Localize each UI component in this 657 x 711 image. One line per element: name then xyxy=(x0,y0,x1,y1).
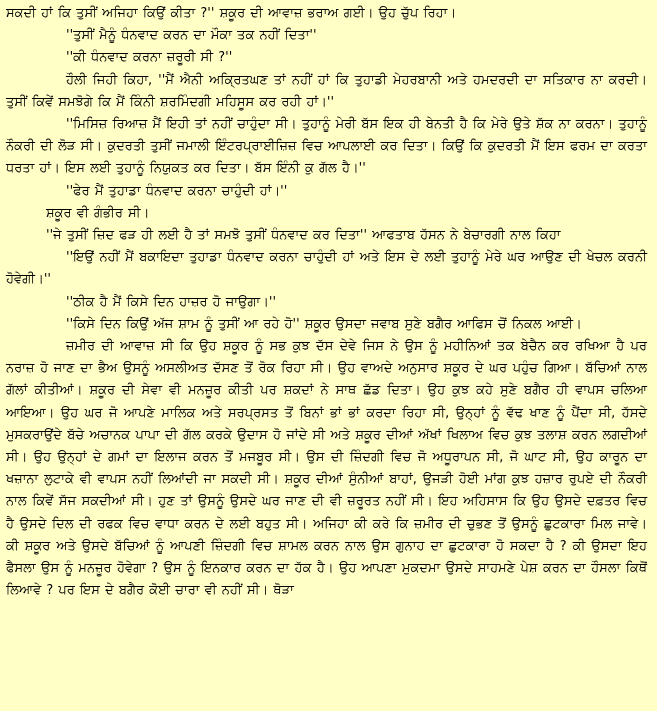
paragraph-6: ''ਫੇਰ ਮੈਂ ਤੁਹਾਡਾ ਧੰਨਵਾਦ ਕਰਨਾ ਚਾਹੁੰਦੀ ਹਾਂ।'' xyxy=(66,183,288,199)
paragraph-5: ''ਮਿਸਿਜ਼ ਰਿਆਜ਼ ਮੈਂ ਇਹੀ ਤਾਂ ਨਹੀਂ ਚਾਹੁੰਦਾ ਸੀ। ਤੁਹਾਨੂੰ ਮੇਰੀ ਬੱਸ ਇਕ ਹੀ ਬੇਨਤੀ ਹੈ ਕਿ ਮੇਰੇ ਉਤੇ ਸ਼ੱਕ ਨਾ ਕਰਨਾ। ਤੁਹਾਨੂੰ ਨੌਕਰੀ ਦੀ ਲੋੜ ਸੀ। ਕੁਦਰਤੀ ਤੁਸੀਂ ਜਮਾਲੀ ਇੰਟਰਪ੍ਰਾਈਜ਼ਿਜ਼ ਵਿਚ ਆਪਲਾਈ ਕਰ ਦਿਤਾ। ਕਿਉਂ ਕਿ ਕੁਦਰਤੀ ਮੈਂ ਇਸ ਫਰਮ ਦਾ ਕਰਤਾ ਧਰਤਾ ਹਾਂ। ਇਸ ਲਈ ਤੁਹਾਨੂੰ ਨਿਯੁਕਤ ਕਰ ਦਿਤਾ। ਬੱਸ ਇੰਨੀ ਕੁ ਗੱਲ ਹੈ।'' xyxy=(6,117,647,177)
paragraph-7: ਸ਼ਕੂਰ ਵੀ ਗੰਭੀਰ ਸੀ। xyxy=(46,205,150,221)
paragraph-10: ''ਠੀਕ ਹੈ ਮੈਂ ਕਿਸੇ ਦਿਨ ਹਾਜ਼ਰ ਹੋ ਜਾਉਗਾ।'' xyxy=(66,294,277,310)
paragraph-8: ''ਜੇ ਤੁਸੀਂ ਜ਼ਿਦ ਫੜ ਹੀ ਲਈ ਹੈ ਤਾਂ ਸਮਝੋ ਤੁਸੀਂ ਧੰਨਵਾਦ ਕਰ ਦਿਤਾ'' ਆਫਤਾਬ ਹੱਸਨ ਨੇ ਬੇਚਾਰਗੀ ਨਾਲ ਕਿਹਾ xyxy=(46,228,561,244)
paragraph-4: ਹੌਲੀ ਜਿਹੀ ਕਿਹਾ, ''ਮੈਂ ਐਨੀ ਅਕ੍ਰਿਤਘਣ ਤਾਂ ਨਹੀਂ ਹਾਂ ਕਿ ਤੁਹਾਡੀ ਮੇਹਰਬਾਨੀ ਅਤੇ ਹਮਦਰਦੀ ਦਾ ਸਤਿਕਾਰ ਨਾ ਕਰਦੀ। ਤੁਸੀਂ ਕਿਵੇਂ ਸਮਝੋਗੇ ਕਿ ਮੈਂ ਕਿੰਨੀ ਸ਼ਰਮਿੰਦਗੀ ਮਹਿਸੂਸ ਕਰ ਰਹੀ ਹਾਂ।'' xyxy=(6,72,647,110)
paragraph-9: ''ਇਉਂ ਨਹੀਂ ਮੈਂ ਬਕਾਇਦਾ ਤੁਹਾਡਾ ਧੰਨਵਾਦ ਕਰਨਾ ਚਾਹੁੰਦੀ ਹਾਂ ਅਤੇ ਇਸ ਦੇ ਲਈ ਤੁਹਾਨੂੰ ਮੇਰੇ ਘਰ ਆਉਣ ਦੀ ਖੇਚਲ ਕਰਨੀ ਹੋਵੇਗੀ।'' xyxy=(6,250,647,288)
paragraph-1: ਸਕਦੀ ਹਾਂ ਕਿ ਤੁਸੀਂ ਅਜਿਹਾ ਕਿਉਂ ਕੀਤਾ ?'' ਸ਼ਕੂਰ ਦੀ ਆਵਾਜ਼ ਭਰਾਅ ਗਈ। ਉਹ ਚੁੱਪ ਰਿਹਾ। xyxy=(6,6,457,21)
paragraph-11: ''ਕਿਸੇ ਦਿਨ ਕਿਉਂ ਅੱਜ ਸ਼ਾਮ ਨੂੰ ਤੁਸੀਂ ਆ ਰਹੇ ਹੋ'' ਸ਼ਕੂਰ ਉਸਦਾ ਜਵਾਬ ਸੁਣੇ ਬਗੈਰ ਆਫਿਸ ਚੋਂ ਨਿਕਲ ਆਈ। xyxy=(66,316,582,332)
paragraph-2: ''ਤੁਸੀਂ ਮੈਨੂੰ ਧੰਨਵਾਦ ਕਰਨ ਦਾ ਮੌਕਾ ਤਕ ਨਹੀਂ ਦਿਤਾ'' xyxy=(66,28,317,44)
paragraph-3: ''ਕੀ ਧੰਨਵਾਦ ਕਰਨਾ ਜ਼ਰੂਰੀ ਸੀ ?'' xyxy=(66,50,233,66)
paragraph-12: ਜ਼ਮੀਰ ਦੀ ਆਵਾਜ਼ ਸੀ ਕਿ ਉਹ ਸ਼ਕੂਰ ਨੂੰ ਸਭ ਕੁਝ ਦੱਸ ਦੇਵੇ ਜਿਸ ਨੇ ਉਸ ਨੂੰ ਮਹੀਨਿਆਂ ਤਕ ਬੇਚੈਨ ਕਰ ਰਖਿਆ ਹੈ ਪਰ ਨਰਾਜ਼ ਹੋ ਜਾਣ ਦਾ ਭੈਅ ਉਸਨੂੰ ਅਸਲੀਅਤ ਦੱਸਣ ਤੋਂ ਰੋਕ ਰਿਹਾ ਸੀ। ਉਹ ਵਾਅਦੇ ਅਨੁਸਾਰ ਸ਼ਕੂਰ ਦੇ ਘਰ ਪਹੁੰਚ ਗਿਆ। ਬੱਚਿਆਂ ਨਾਲ ਗੱਲਾਂ ਕੀਤੀਆਂ। ਸ਼ਕੂਰ ਦੀ ਸੇਵਾ ਵੀ ਮਨਜ਼ੂਰ ਕੀਤੀ ਪਰ ਸ਼ਕਦਾਂ ਨੇ ਸਾਥ ਛੱਡ ਦਿਤਾ। ਉਹ ਕੁਝ ਕਹੇ ਸੁਣੇ ਬਗੈਰ ਹੀ ਵਾਪਸ ਚਲਿਆ ਆਇਆ। ਉਹ ਘਰ ਜੋ ਆਪਣੇ ਮਾਲਿਕ ਅਤੇ ਸਰਪ੍ਰਸਤ ਤੋਂ ਬਿਨਾਂ ਭਾਂ ਭਾਂ ਕਰਦਾ ਰਿਹਾ ਸੀ, ਉਨ੍ਹਾਂ ਨੂੰ ਵੱਢ ਖਾਣ ਨੂੰ ਪੈਂਦਾ ਸੀ, ਹੱਸਦੇ ਮੁਸਕਰਾਉਂਦੇ ਬੱਚੇ ਅਚਾਨਕ ਪਾਪਾ ਦੀ ਗੱਲ ਕਰਕੇ ਉਦਾਸ ਹੋ ਜਾਂਦੇ ਸੀ ਅਤੇ ਸ਼ਕੂਰ ਦੀਆਂ ਅੱਖਾਂ ਖਿਲਾਅ ਵਿਚ ਕੁਝ ਤਲਾਸ਼ ਕਰਨ ਲਗਦੀਆਂ ਸੀ। ਉਹ ਉਨ੍ਹਾਂ ਦੇ ਗਮਾਂ ਦਾ ਇਲਾਜ ਕਰਨ ਤੋਂ ਮਜਬੂਰ ਸੀ। ਉਸ ਦੀ ਜ਼ਿੰਦਗੀ ਵਿਚ ਜੋ ਅਧੂਰਾਪਨ ਸੀ, ਜੋ ਘਾਟ ਸੀ, ਉਹ ਕਾਰੂਨ ਦਾ ਖਜ਼ਾਨਾ ਲੁਟਾਕੇ ਵੀ ਵਾਪਸ ਨਹੀਂ ਲਿਆਂਦੀ ਜਾ ਸਕਦੀ ਸੀ। ਸ਼ਕੂਰ ਦੀਆਂ ਸੁੰਨੀਆਂ ਬਾਹਾਂ, ਉਜੜੀ ਹੋਈ ਮਾਂਗ ਕੁਝ ਹਜ਼ਾਰ ਰੁਪਏ ਦੀ ਨੌਕਰੀ ਨਾਲ ਕਿਵੇਂ ਸੱਜ ਸਕਦੀਆਂ ਸੀ। ਹੁਣ ਤਾਂ ਉਸਨੂੰ ਉਸਦੇ ਘਰ ਜਾਣ ਦੀ ਵੀ ਜ਼ਰੂਰਤ ਨਹੀਂ ਸੀ। ਇਹ ਅਹਿਸਾਸ ਕਿ ਉਹ ਉਸਦੇ ਦਫ਼ਤਰ ਵਿਚ ਹੈ ਉਸਦੇ ਦਿਲ ਦੀ ਰਫਕ ਵਿਚ ਵਾਧਾ ਕਰਨ ਦੇ ਲਈ ਬਹੁਤ ਸੀ। ਅਜਿਹਾ ਕੀ ਕਰੇ ਕਿ ਜ਼ਮੀਰ ਦੀ ਚੁਭਣ ਤੋਂ ਉਸਨੂੰ ਛੁਟਕਾਰਾ ਮਿਲ ਜਾਵੇ। ਕੀ ਸ਼ਕੂਰ ਅਤੇ ਉਸਦੇ ਬੱਚਿਆਂ ਨੂੰ ਆਪਣੀ ਜ਼ਿੰਦਗੀ ਵਿਚ ਸ਼ਾਮਲ ਕਰਨ ਨਾਲ ਉਸ ਗੁਨਾਹ ਦਾ ਛੁਟਕਾਰਾ ਹੋ ਸਕਦਾ ਹੈ ? ਕੀ ਉਸਦਾ ਇਹ ਫੈਸਲਾ ਉਸ ਨੂੰ ਮਨਜ਼ੂਰ ਹੋਵੇਗਾ ? ਉਸ ਨੂੰ ਇਨਕਾਰ ਕਰਨ ਦਾ ਹੱਕ ਹੈ। ਉਹ ਆਪਣਾ ਮੁਕਦਮਾ ਉਸਦੇ ਸਾਹਮਣੇ ਪੇਸ਼ ਕਰਨ ਦਾ ਹੌਸਲਾ ਕਿਥੋਂ ਲਿਆਵੇ ? ਪਰ ਇਸ ਦੇ ਬਗੈਰ ਕੋਈ ਚਾਰਾ ਵੀ ਨਹੀਂ ਸੀ। ਥੋੜਾ xyxy=(6,339,648,599)
